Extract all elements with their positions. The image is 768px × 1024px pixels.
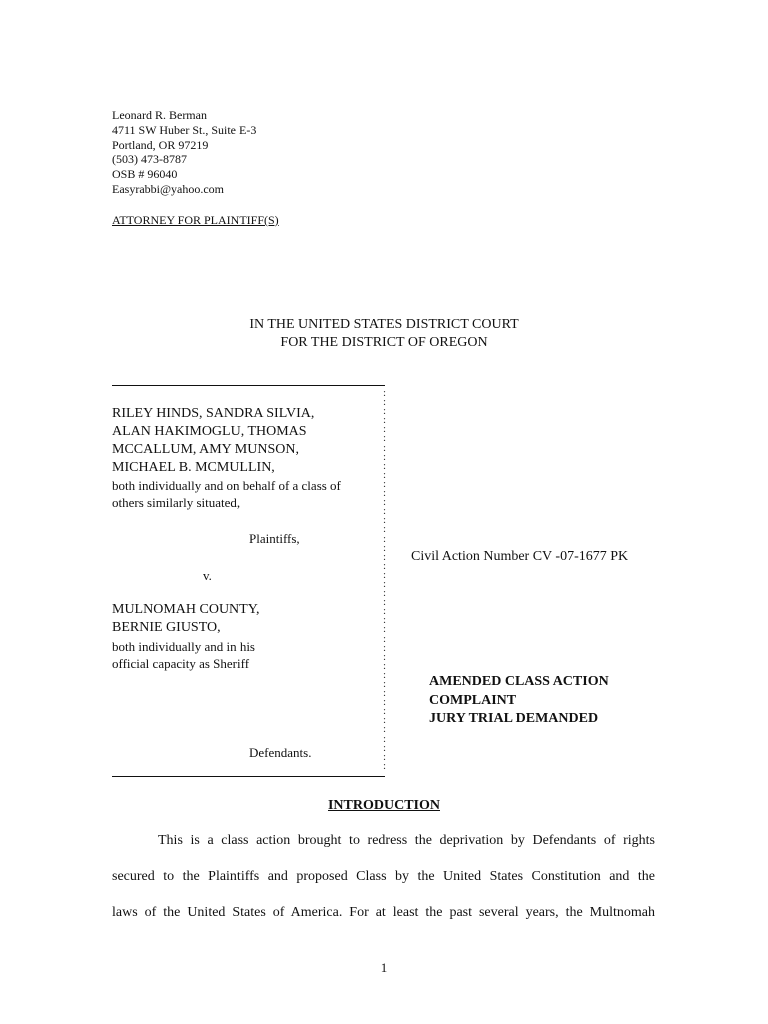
- colon-mark: :: [383, 432, 387, 445]
- colon-mark: :: [383, 550, 387, 563]
- colon-mark: :: [383, 632, 387, 645]
- plaintiff-description: [112, 477, 341, 511]
- caption-colon-divider: [383, 389, 386, 771]
- colon-mark: :: [383, 387, 387, 399]
- colon-mark: :: [383, 750, 387, 763]
- complaint-title-line: COMPLAINT: [429, 692, 517, 708]
- colon-mark: :: [383, 714, 387, 727]
- attorney-role: ATTORNEY FOR PLAINTIFF(S): [112, 213, 279, 227]
- colon-mark: :: [383, 568, 387, 581]
- plaintiff-description-line: both individually and on behalf of a class of: [112, 478, 341, 493]
- colon-mark: :: [383, 687, 387, 700]
- colon-mark: :: [383, 423, 387, 436]
- colon-mark: :: [383, 605, 387, 618]
- caption-bottom-rule: [112, 776, 385, 777]
- colon-mark: :: [383, 732, 387, 745]
- colon-mark: :: [383, 641, 387, 654]
- attorney-email: Easyrabbi@yahoo.com: [112, 181, 225, 196]
- colon-mark: :: [383, 441, 387, 454]
- colon-mark: :: [383, 405, 387, 418]
- defendant-description-line: official capacity as Sheriff: [112, 656, 250, 671]
- court-name-line2: FOR THE DISTRICT OF OREGON: [280, 335, 488, 350]
- colon-mark: :: [383, 587, 387, 600]
- attorney-city: Portland, OR 97219: [112, 137, 209, 152]
- colon-mark: :: [383, 759, 387, 772]
- colon-mark: :: [383, 741, 387, 754]
- attorney-name: Leonard R. Berman: [112, 108, 207, 122]
- colon-mark: :: [383, 668, 387, 681]
- attorney-phone: (503) 473-8787: [112, 152, 187, 167]
- introduction-heading: INTRODUCTION: [327, 798, 440, 813]
- colon-mark: :: [383, 696, 387, 709]
- plaintiff-name-line: MCCALLUM, AMY MUNSON,: [112, 442, 299, 457]
- versus-label: v.: [203, 568, 212, 583]
- plaintiff-name-line: ALAN HAKIMOGLU, THOMAS: [112, 424, 307, 439]
- colon-mark: :: [383, 396, 387, 409]
- colon-mark: :: [383, 459, 387, 472]
- attorney-street: 4711 SW Huber St., Suite E-3: [112, 122, 257, 137]
- colon-mark: :: [383, 541, 387, 554]
- colon-mark: :: [383, 505, 387, 518]
- court-name-line1: IN THE UNITED STATES DISTRICT COURT: [249, 317, 519, 332]
- body-text-line: This is a class action brought to redress the deprivation by Defendants of rights: [158, 833, 655, 848]
- colon-mark: :: [383, 678, 387, 690]
- colon-mark: :: [383, 523, 387, 536]
- colon-mark: :: [383, 705, 387, 718]
- caption-top-rule: [112, 385, 385, 386]
- colon-mark: :: [383, 477, 387, 490]
- defendant-description: [112, 638, 255, 672]
- colon-mark: :: [383, 414, 387, 427]
- case-number: Civil Action Number CV -07-1677 PK: [411, 549, 629, 564]
- defendant-name-line: BERNIE GIUSTO,: [112, 620, 221, 635]
- plaintiff-names: [112, 405, 314, 477]
- plaintiffs-label: Plaintiffs,: [249, 531, 300, 546]
- colon-mark: :: [383, 450, 387, 463]
- colon-mark: :: [383, 496, 387, 509]
- page-number: 1: [380, 960, 388, 975]
- colon-mark: :: [383, 532, 387, 545]
- plaintiff-name-line: MICHAEL B. MCMULLIN,: [112, 460, 275, 475]
- colon-mark: :: [383, 596, 387, 609]
- complaint-title-line: JURY TRIAL DEMANDED: [429, 711, 599, 726]
- defendant-names: [112, 601, 260, 637]
- body-text-line: secured to the Plaintiffs and proposed Class by the United States Constitution and the: [112, 869, 655, 884]
- colon-mark: :: [383, 623, 387, 636]
- colon-mark: :: [383, 468, 387, 481]
- colon-mark: :: [383, 559, 387, 572]
- plaintiff-name-line: RILEY HINDS, SANDRA SILVIA,: [112, 406, 315, 421]
- attorney-address-block: [112, 108, 256, 197]
- defendant-description-line: both individually and in his: [112, 639, 255, 654]
- complaint-title: [429, 673, 609, 729]
- body-text-line: laws of the United States of America. For at least the past several years, the Multnomah: [112, 905, 655, 920]
- colon-mark: :: [383, 723, 387, 736]
- complaint-title-line: AMENDED CLASS ACTION: [429, 674, 609, 689]
- colon-mark: :: [383, 577, 387, 590]
- plaintiff-description-line: others similarly situated,: [112, 495, 241, 510]
- colon-mark: :: [383, 514, 387, 527]
- defendants-label: Defendants.: [249, 745, 312, 760]
- colon-mark: :: [383, 650, 387, 663]
- defendant-name-line: MULNOMAH COUNTY,: [112, 602, 260, 617]
- attorney-osb: OSB # 96040: [112, 167, 178, 182]
- colon-mark: :: [383, 487, 387, 500]
- colon-mark: :: [383, 659, 387, 672]
- colon-mark: :: [383, 614, 387, 627]
